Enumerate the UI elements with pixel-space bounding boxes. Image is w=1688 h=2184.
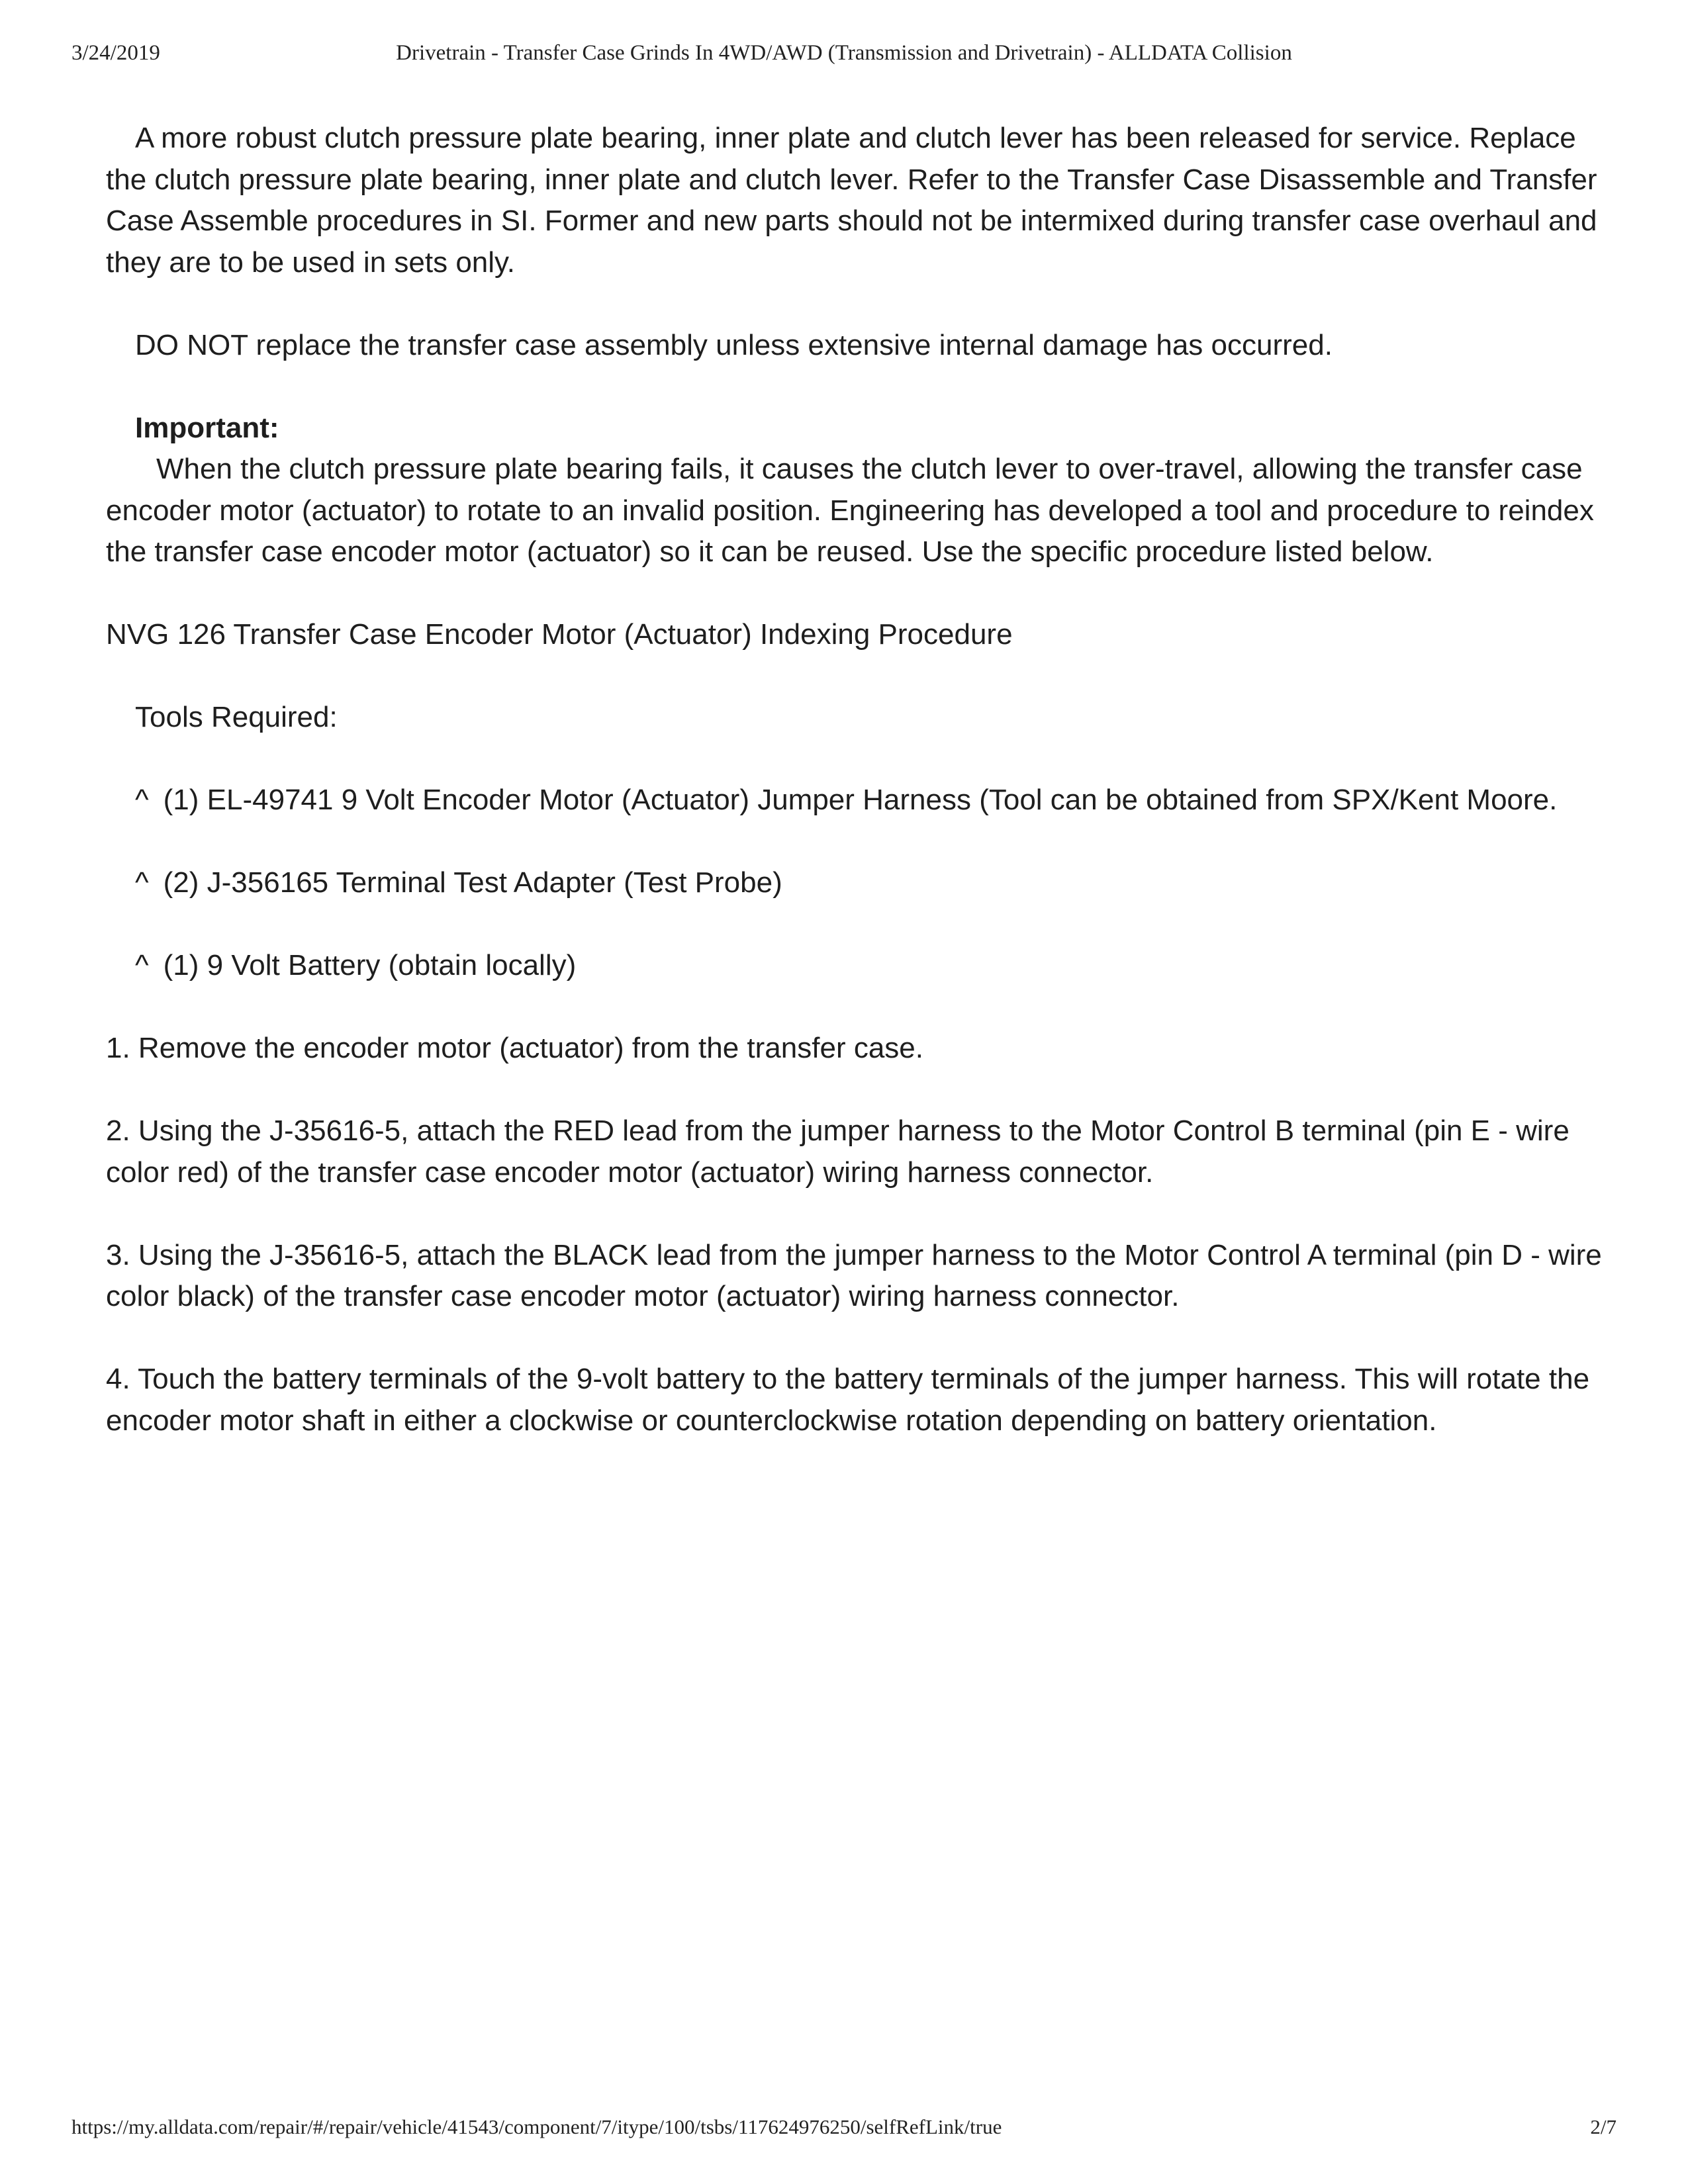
tool-item-text: (2) J-356165 Terminal Test Adapter (Test Probe) xyxy=(163,866,782,899)
procedure-step: 3. Using the J-35616-5, attach the BLACK lead from the jumper harness to the Motor Control A terminal (pin D - wire color black) of the transfer case encoder motor (actuator) wiring harness connector. xyxy=(106,1238,1602,1312)
tool-item xyxy=(106,780,1622,821)
procedure-step: 2. Using the J-35616-5, attach the RED lead from the jumper harness to the Motor Control B terminal (pin E - wire color red) of the transfer case encoder motor (actuator) wiring harness connector. xyxy=(106,1115,1570,1189)
page-url: https://my.alldata.com/repair/#/repair/vehicle/41543/component/7/itype/100/tsbs/117624976250/selfRefLink/true xyxy=(71,2115,1002,2138)
print-date: 3/24/2019 xyxy=(71,41,160,65)
paragraph-do-not-replace: DO NOT replace the transfer case assembly unless extensive internal damage has occurred. xyxy=(135,328,1333,361)
important-text: When the clutch pressure plate bearing fails, it causes the clutch lever to over-travel, allowing the transfer case encoder motor (actuator) to rotate to an invalid position. Engineering has developed a tool and procedure to reindex the transfer case encoder motor (actuator) so it can be reused. Use the specific procedure listed below. xyxy=(106,453,1594,568)
paragraph-parts-release: A more robust clutch pressure plate bearing, inner plate and clutch lever has been released for service. Replace the clutch pressure plate bearing, inner plate and clutch lever. Refer to the Transfer Case Disassemble and Transfer Case Assemble procedures in SI. Former and new parts should not be intermixed during transfer case overhaul and they are to be used in sets only. xyxy=(106,122,1597,279)
caret-bullet-icon: ^ xyxy=(135,949,149,981)
procedure-step: 4. Touch the battery terminals of the 9-volt battery to the battery terminals of the jumper harness. This will rotate the encoder motor shaft in either a clockwise or counterclockwise rotation depending on battery orientation. xyxy=(106,1363,1590,1437)
print-header xyxy=(71,41,1617,68)
tool-item xyxy=(106,945,1622,987)
tool-item xyxy=(106,862,1622,904)
tools-heading: Tools Required: xyxy=(135,701,338,733)
caret-bullet-icon: ^ xyxy=(135,784,149,816)
print-footer xyxy=(71,2115,1617,2142)
document-title: Drivetrain - Transfer Case Grinds In 4WD/AWD (Transmission and Drivetrain) - ALLDATA Collision xyxy=(396,41,1292,65)
procedure-title: NVG 126 Transfer Case Encoder Motor (Actuator) Indexing Procedure xyxy=(106,618,1013,651)
tool-item-text: (1) EL-49741 9 Volt Encoder Motor (Actuator) Jumper Harness (Tool can be obtained from SPX/Kent Moore. xyxy=(163,784,1558,816)
important-notice xyxy=(106,408,1622,573)
important-label: Important: xyxy=(135,411,279,444)
tool-item-text: (1) 9 Volt Battery (obtain locally) xyxy=(163,949,577,981)
caret-bullet-icon: ^ xyxy=(135,866,149,899)
document-body xyxy=(106,118,1622,1483)
procedure-step: 1. Remove the encoder motor (actuator) from the transfer case. xyxy=(106,1032,923,1064)
page-number: 2/7 xyxy=(1590,2115,1617,2138)
